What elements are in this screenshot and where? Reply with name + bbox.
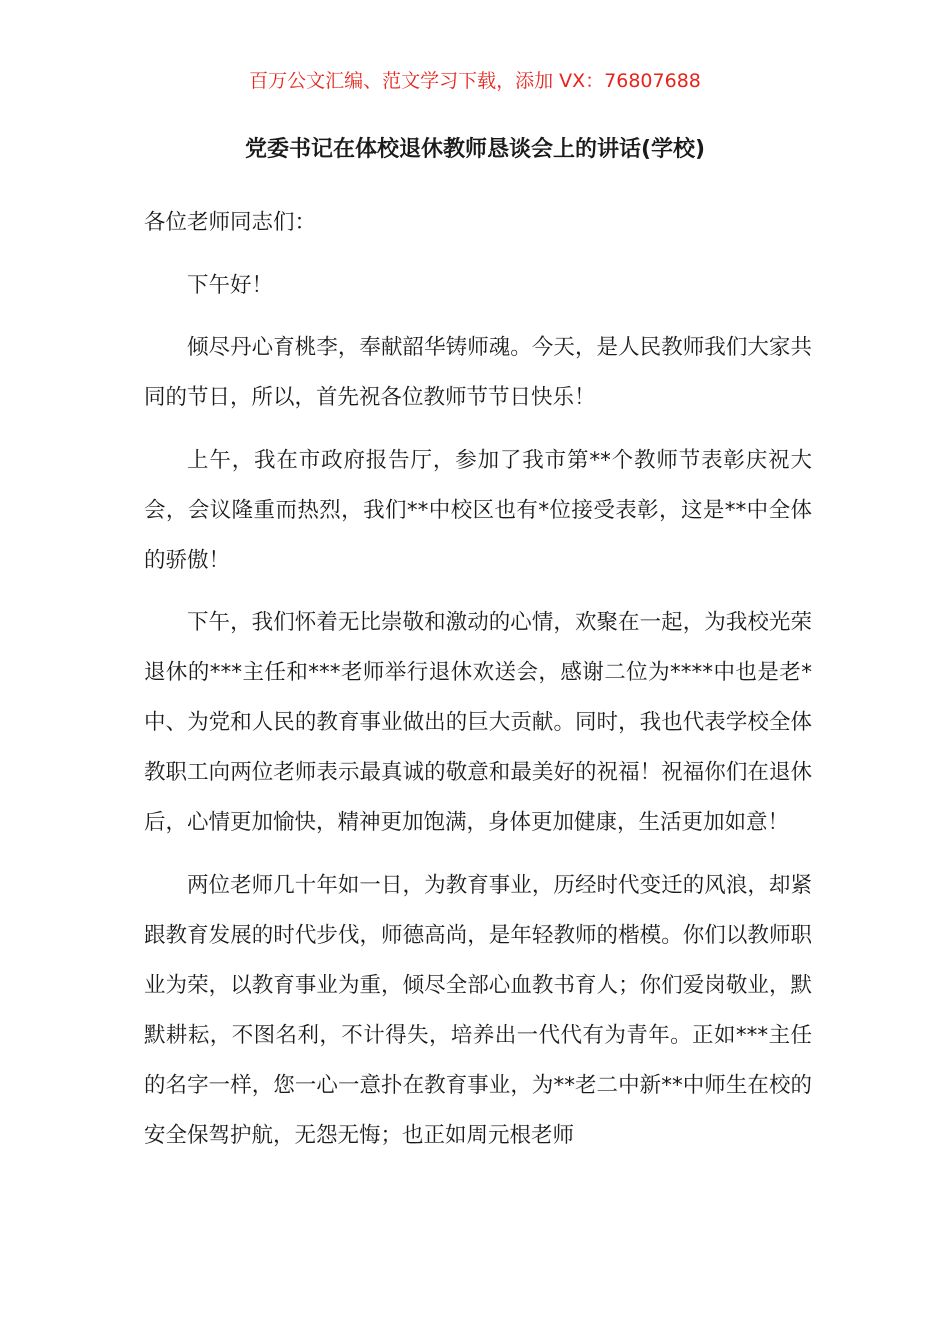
paragraph: 下午，我们怀着无比崇敬和激动的心情，欢聚在一起，为我校光荣退休的***主任和***老师举行退休欢送会，感谢二位为****中也是老*中、为党和人民的教育事业做出的巨大贡献。同时，我也代表学校全体教职工向两位老师表示最真诚的敬意和最美好的祝福！祝福你们在退休后，心情更加愉快，精神更加饱满，身体更加健康，生活更加如意！ <box>144 610 812 836</box>
paragraph: 下午好！ <box>187 272 274 298</box>
document-title: 党委书记在体校退休教师恳谈会上的讲话(学校) <box>244 137 706 162</box>
document-body <box>144 198 812 1174</box>
salutation: 各位老师同志们： <box>144 210 317 235</box>
promo-header: 百万公文汇编、范文学习下载，添加 VX：76807688 <box>249 70 701 92</box>
paragraph: 倾尽丹心育桃李，奉献韶华铸师魂。今天，是人民教师我们大家共同的节日，所以，首先祝各位教师节节日快乐！ <box>144 335 812 411</box>
paragraph: 上午，我在市政府报告厅，参加了我市第**个教师节表彰庆祝大会，会议隆重而热烈，我们**中校区也有*位接受表彰，这是**中全体的骄傲！ <box>144 447 812 573</box>
paragraph: 两位老师几十年如一日，为教育事业，历经时代变迁的风浪，却紧跟教育发展的时代步伐，师德高尚，是年轻教师的楷模。你们以教师职业为荣，以教育事业为重，倾尽全部心血教书育人；你们爱岗敬业，默默耕耘，不图名利，不计得失，培养出一代代有为青年。正如***主任的名字一样，您一心一意扑在教育事业，为**老二中新**中师生在校的安全保驾护航，无怨无悔；也正如周元根老师 <box>144 872 812 1148</box>
